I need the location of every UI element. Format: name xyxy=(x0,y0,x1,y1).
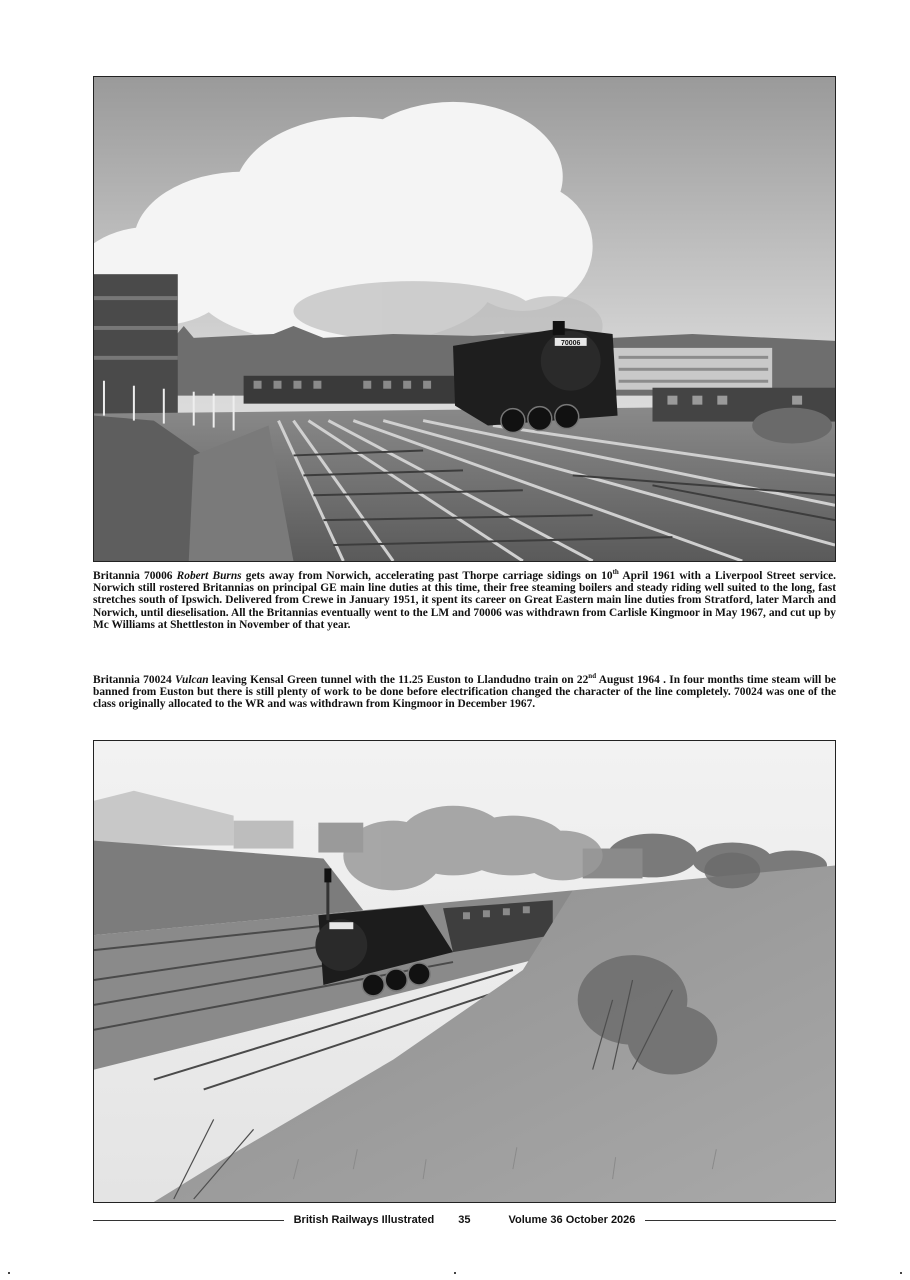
caption-70024-ordinal: nd xyxy=(588,672,597,681)
footer-rule-right xyxy=(645,1220,836,1221)
photo-70006-illustration xyxy=(94,77,835,561)
caption-70006-part2: April 1961 with a Liverpool Street service. Norwich still rostered Britannias on principal GE main line duties at this time, their free steaming boilers and steady riding well suited to the long, fast stretches south of Ipswich. Delivered from Crewe in January 1951, it spent its career on Great Eastern main line duties from Stratford, later March and Norwich, until dieselisation. All the Britannias eventually went to the LM and 70006 was withdrawn from Carlisle Kingmoor in May 1967, and cut up by Mc Williams at Shettleston in November of that year. xyxy=(93,570,837,631)
loco-name-robert-burns: Robert Burns xyxy=(176,570,242,582)
page-footer xyxy=(93,1212,836,1228)
caption-70024-part2: August 1964 . In four months time steam will be banned from Euston but there is still plenty of work to be done before electrification changed the character of the line completely. 70024 was one of the class originally allocated to the WR and was withdrawn from Kingmoor in December 1967. xyxy=(93,674,836,711)
caption-70006 xyxy=(93,570,836,631)
footer-publication: British Railways Illustrated xyxy=(293,1214,435,1226)
caption-70006-ordinal: th xyxy=(612,568,619,577)
photo-70006-norwich xyxy=(93,76,836,562)
caption-70024-lead: Britannia 70024 xyxy=(93,674,176,686)
photo-70024-kensal-green xyxy=(93,740,836,1203)
footer-issue: Volume 36 October 2026 xyxy=(508,1214,636,1226)
crop-mark-right xyxy=(900,1272,902,1274)
smokebox-number: 70006 xyxy=(561,339,581,347)
crop-mark-center xyxy=(454,1272,456,1274)
photo-70024-illustration xyxy=(94,741,835,1202)
caption-70006-lead: Britannia 70006 xyxy=(93,570,177,582)
caption-70006-part1: gets away from Norwich, accelerating past Thorpe carriage sidings on 10 xyxy=(241,570,613,582)
caption-70024-part1: leaving Kensal Green tunnel with the 11.25 Euston to Llandudno train on 22 xyxy=(208,674,589,686)
crop-mark-left xyxy=(8,1272,10,1274)
loco-name-vulcan: Vulcan xyxy=(175,674,209,686)
footer-page-number: 35 xyxy=(458,1214,471,1226)
caption-70024 xyxy=(93,674,836,711)
footer-rule-left xyxy=(93,1220,284,1221)
